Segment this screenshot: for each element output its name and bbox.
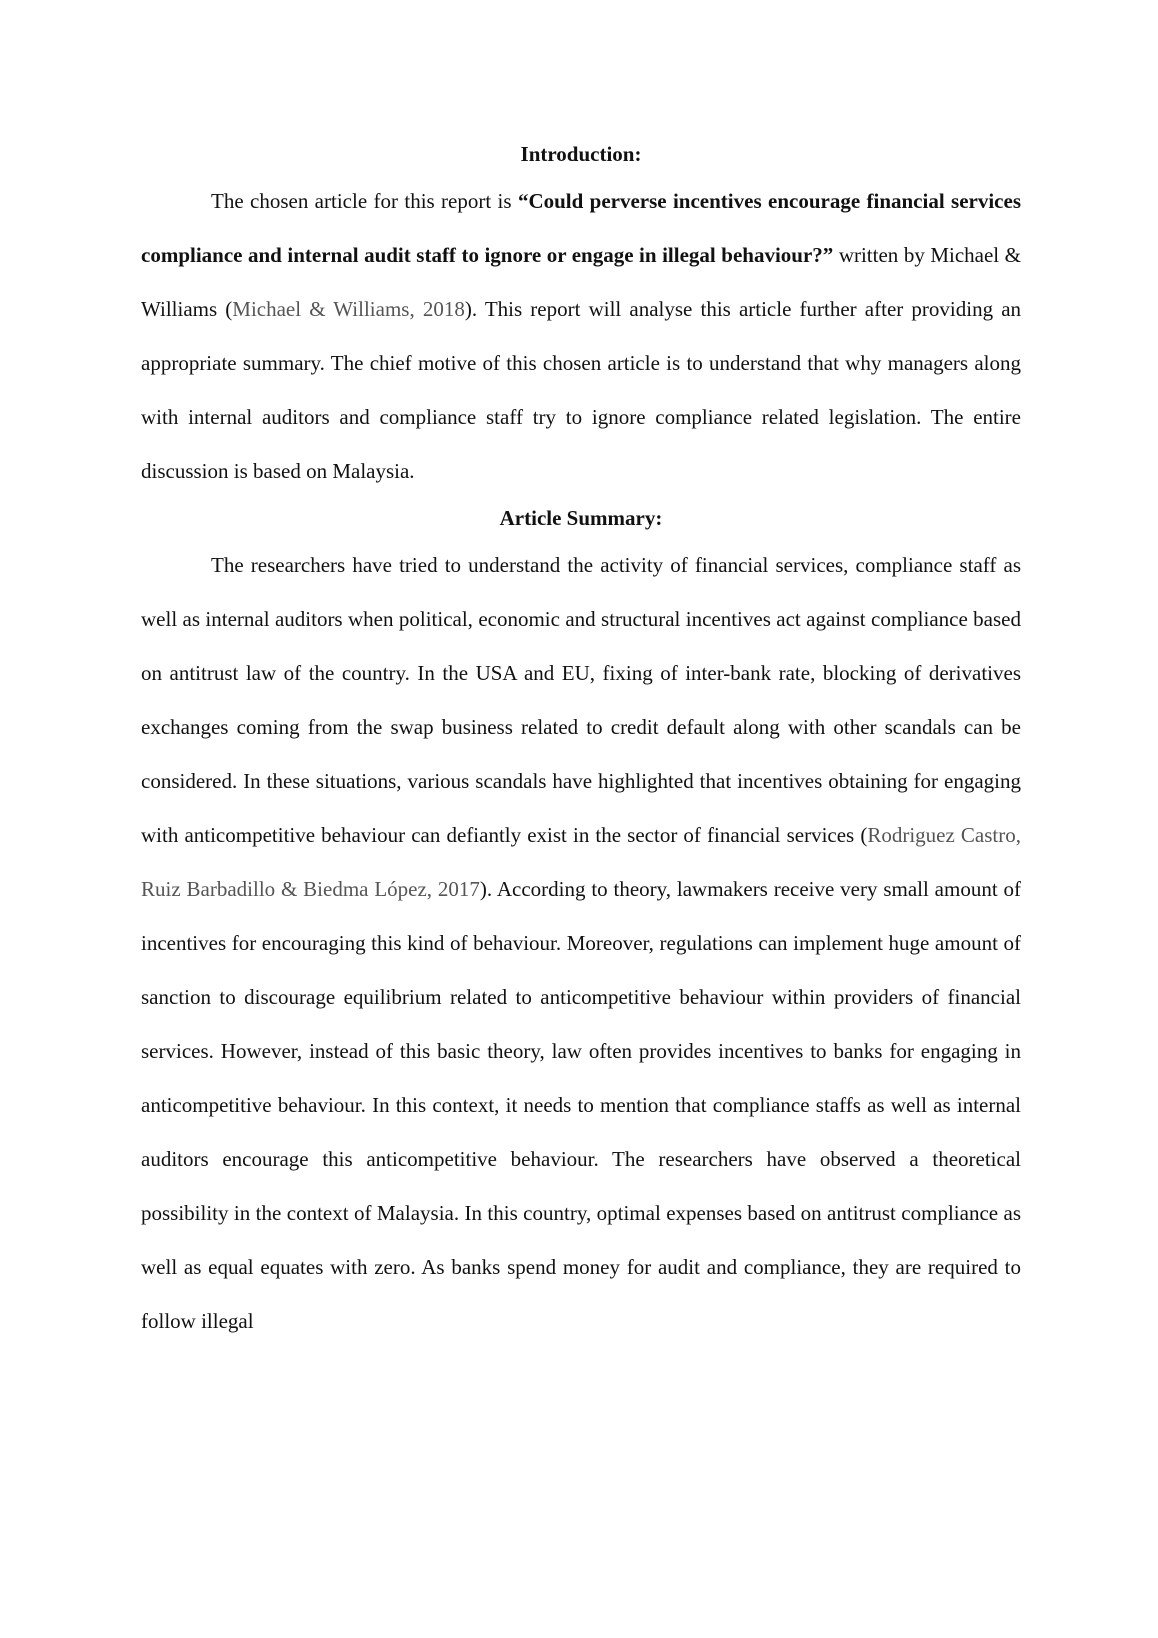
introduction-heading: Introduction: xyxy=(520,142,642,166)
intro-citation: Michael & Williams, 2018 xyxy=(232,297,465,321)
document-body xyxy=(141,134,1021,1348)
intro-mid-text: written by Michael & Williams ( xyxy=(141,243,1022,321)
summary-rest-text: ). According to theory, lawmakers receive very small amount of incentives for encouraging this kind of behaviour. Moreover, regulations can implement huge amount of sanction to discourage equilibrium related to anticompetitive behaviour within providers of financial services. However, instead of this basic theory, law often provides incentives to banks for engaging in anticompetitive behaviour. In this context, it needs to mention that compliance staffs as well as internal auditors encourage this anticompetitive behaviour. The researchers have observed a theoretical possibility in the context of Malaysia. In this country, optimal expenses based on antitrust compliance as well as equal equates with zero. As banks spend money for audit and compliance, they are required to follow illegal xyxy=(141,877,1021,1333)
article-summary-heading: Article Summary: xyxy=(499,506,663,530)
summary-citation: Rodriguez Castro, Ruiz Barbadillo & Biedma López, 2017 xyxy=(141,823,1021,901)
introduction-paragraph xyxy=(141,174,1021,498)
intro-rest-text: ). This report will analyse this article further after providing an appropriate summary. The chief motive of this chosen article is to understand that why managers along with internal auditors and compliance staff try to ignore compliance related legislation. The entire discussion is based on Malaysia. xyxy=(141,297,1022,483)
article-title: “Could perverse incentives encourage financial services compliance and internal audit staff to ignore or engage in illegal behaviour?” xyxy=(141,189,1021,267)
intro-lead-text: The chosen article for this report is xyxy=(211,189,518,213)
summary-paragraph xyxy=(141,538,1021,1348)
summary-lead-text: The researchers have tried to understand the activity of financial services, compliance staff as well as internal auditors when political, economic and structural incentives act against compliance based on antitrust law of the country. In the USA and EU, fixing of inter-bank rate, blocking of derivatives exchanges coming from the swap business related to credit default along with other scandals can be considered. In these situations, various scandals have highlighted that incentives obtaining for engaging with anticompetitive behaviour can defiantly exist in the sector of financial services ( xyxy=(141,553,1021,847)
